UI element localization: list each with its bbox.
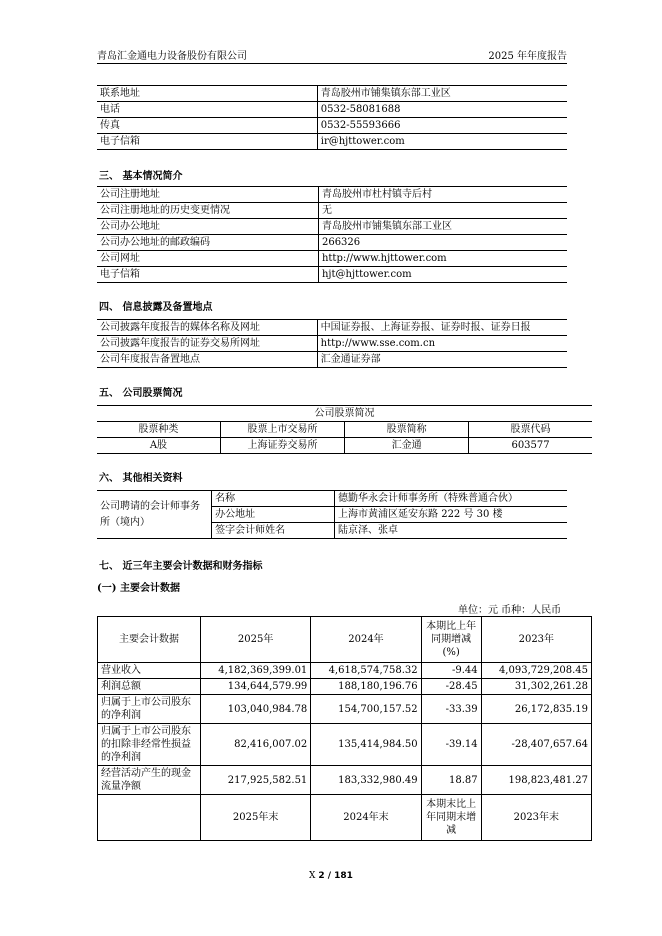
section-title-3: 三、 基本情况简介 xyxy=(99,171,183,182)
subsection-title: (一) 主要会计数据 xyxy=(97,583,180,594)
table-row: 电子信箱 ir@hjttower.com xyxy=(97,134,567,150)
auditor-table xyxy=(97,490,567,539)
table-row: 公司办公地址 青岛胶州市铺集镇东部工业区 xyxy=(97,219,567,235)
table-row: 公司聘请的会计师事务所（境内） 名称 德勤华永会计师事务所（特殊普通合伙） xyxy=(97,491,567,507)
page-number: 2 / 181 xyxy=(318,871,353,881)
disclosure-table xyxy=(97,319,567,368)
table-row: 电话 0532-58081688 xyxy=(97,102,567,118)
table-header-row: 主要会计数据 2025年 2024年 本期比上年同期增减(%) 2023年 xyxy=(98,617,592,663)
table-row: 公司披露年度报告的媒体名称及网址 中国证券报、上海证券报、证券时报、证券日报 xyxy=(97,320,567,336)
table-row: A股 上海证券交易所 汇金通 603577 xyxy=(97,438,592,454)
table-row: 营业收入 4,182,369,399.01 4,618,574,758.32 -9.44 4,093,729,208.45 xyxy=(98,663,592,679)
section-title-4: 四、 信息披露及备置地点 xyxy=(99,302,213,313)
table-row: 公司披露年度报告的证券交易所网址 http://www.sse.com.cn xyxy=(97,336,567,352)
table-row: 公司注册地址 青岛胶州市杜村镇寺后村 xyxy=(97,187,567,203)
page-footer xyxy=(0,871,662,881)
contact-table xyxy=(97,85,567,150)
table-header-row: 股票种类 股票上市交易所 股票简称 股票代码 xyxy=(97,422,592,438)
table-row: 签字会计师姓名 陆京泽、张卓 xyxy=(97,523,567,539)
page-icon: Ⅹ xyxy=(309,871,316,881)
stock-table xyxy=(97,405,592,454)
section-title-6: 六、 其他相关资料 xyxy=(99,473,183,484)
table-header-row: 2025年末 2024年末 本期末比上年同期末增减 2023年末 xyxy=(98,795,592,841)
table-row: 公司注册地址的历史变更情况 无 xyxy=(97,203,567,219)
table-row: 电子信箱 hjt@hjttower.com xyxy=(97,267,567,283)
table-row: 公司办公地址的邮政编码 266326 xyxy=(97,235,567,251)
table-row: 归属于上市公司股东的净利润 103,040,984.78 154,700,157.52 -33.39 26,172,835.19 xyxy=(98,695,592,724)
accounting-data-table xyxy=(97,616,592,841)
table-row: 归属于上市公司股东的扣除非经常性损益的净利润 82,416,007.02 135,414,984.50 -39.14 -28,407,657.64 xyxy=(98,724,592,766)
table-row: 办公地址 上海市黄浦区延安东路 222 号 30 楼 xyxy=(97,507,567,523)
table-row: 公司网址 http://www.hjttower.com xyxy=(97,251,567,267)
section-title-5: 五、 公司股票简况 xyxy=(99,388,183,399)
unit-label: 单位：元 币种：人民币 xyxy=(458,605,562,616)
table-row: 公司年度报告备置地点 汇金通证券部 xyxy=(97,352,567,368)
table-row: 经营活动产生的现金流量净额 217,925,582.51 183,332,980.49 18.87 198,823,481.27 xyxy=(98,766,592,795)
basic-info-table xyxy=(97,186,567,283)
company-name: 青岛汇金通电力设备股份有限公司 xyxy=(97,51,247,62)
table-caption-row: 公司股票简况 xyxy=(97,406,592,422)
table-row: 利润总额 134,644,579.99 188,180,196.76 -28.45 31,302,261.28 xyxy=(98,679,592,695)
page-header xyxy=(97,45,567,64)
report-title: 2025 年年度报告 xyxy=(488,51,567,62)
table-row: 传真 0532-55593666 xyxy=(97,118,567,134)
section-title-7: 七、 近三年主要会计数据和财务指标 xyxy=(99,561,263,572)
table-row: 联系地址 青岛胶州市铺集镇东部工业区 xyxy=(97,86,567,102)
